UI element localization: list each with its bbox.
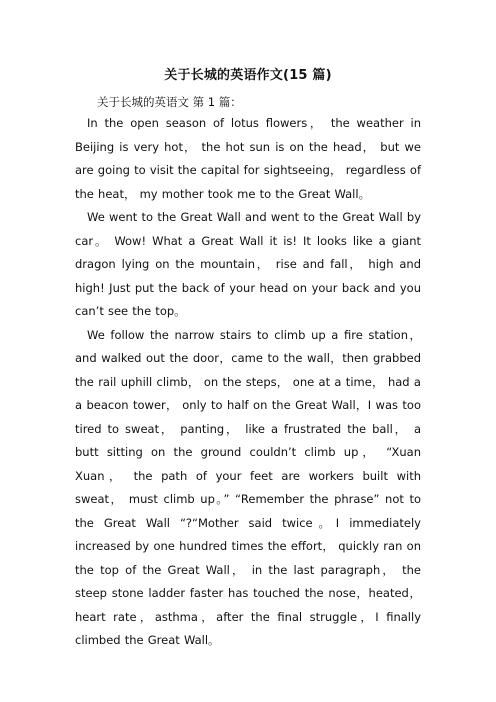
paragraph-1: In the open season of lotus flowers， the weather in Beijing is very hot， the hot sun is on the head， but we are going to visit the capital for sightseeing， regardless of the heat， my mother took me to the Great Wall。 (75, 116, 421, 201)
paragraph-3: We follow the narrow stairs to climb up a fire station， and walked out the door，came to the wall，then grabbed the rail uphill climb， on the steps， one at a time， had a a beacon tower， only to half on the Great Wall，I was too tired to sweat， panting， like a frustrated the ball， a butt sitting on the ground couldn’t climb up， “Xuan Xuan， the path of your feet are workers built with sweat， must climb up。” “Remember the phrase” not to the Great Wall “?“Mother said twice。I immediately increased by one hundred times the effort， quickly ran on the top of the Great Wall， in the last paragraph， the steep stone ladder faster has touched the nose，heated，heart rate，asthma，after the final struggle，I finally climbed the Great Wall。 (75, 327, 421, 647)
paragraph-2: We went to the Great Wall and went to the Great Wall by car。 Wow! What a Great Wall it is! It looks like a giant dragon lying on the mountain， rise and fall， high and high! Just put the back of your head on your back and you can’t see the top。 (75, 210, 421, 318)
document-title: 关于长城的英语作文(15 篇) (164, 68, 332, 83)
section-heading: 关于长城的英语文 第 1 篇： (97, 95, 242, 109)
document-body (75, 112, 421, 653)
